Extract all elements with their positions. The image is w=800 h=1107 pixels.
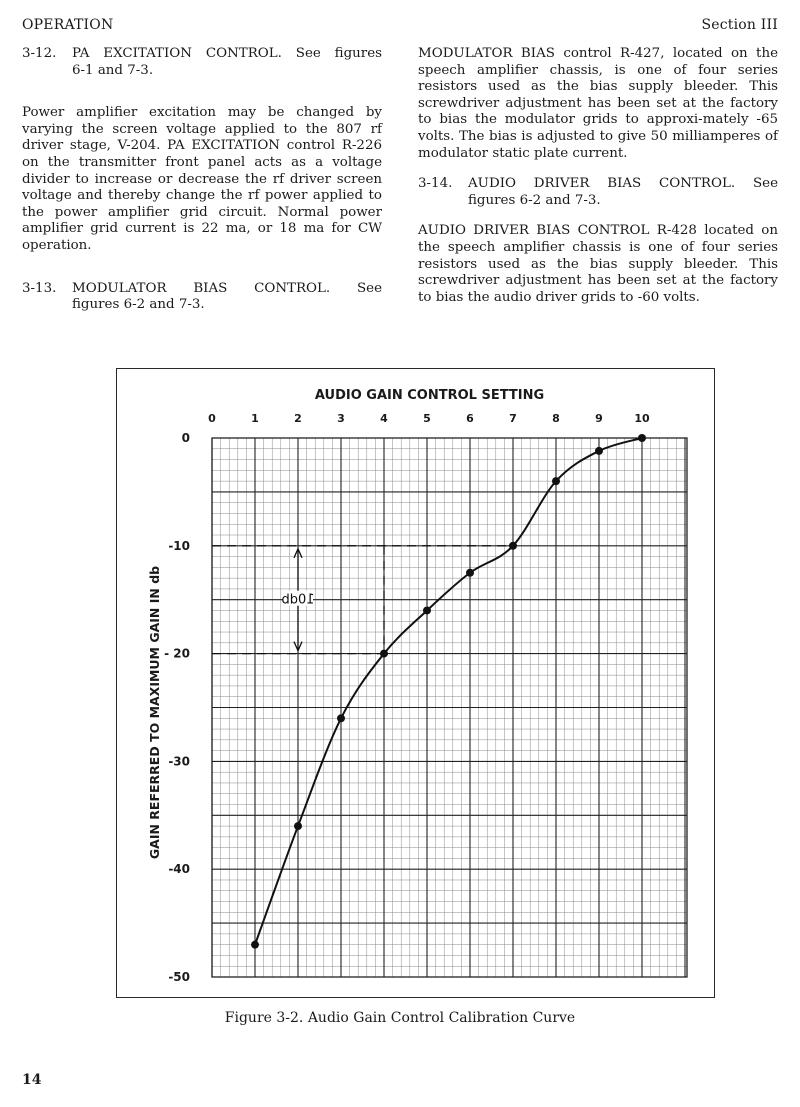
y-tick-label: -10 — [168, 538, 190, 553]
data-point-marker — [251, 941, 259, 949]
calibration-chart — [117, 369, 716, 999]
paragraph-modulator-bias: MODULATOR BIAS control R-427, located on the speech amplifier chassis, is one of four series resistors used as the bias supply bleeder. This screwdriver adjustment has been set at the factory to bias the modulator grids to approxi-mately -65 volts. The bias is adjusted to give 50 milliamperes of modulator static plate current. — [418, 46, 778, 161]
y-tick-label: -30 — [168, 754, 190, 769]
data-point-marker — [380, 650, 388, 658]
graph-paper-grid — [212, 438, 687, 977]
section-title-cont: 6-1 and 7-3. — [72, 62, 154, 78]
section-heading-3-13 — [22, 281, 382, 314]
x-tick-label: 8 — [552, 412, 560, 425]
figure-caption: Figure 3-2. Audio Gain Control Calibration Curve — [224, 1010, 576, 1026]
data-point-marker — [595, 447, 603, 455]
x-tick-label: 0 — [208, 412, 216, 425]
left-column — [22, 46, 382, 328]
page-number: 14 — [22, 1072, 42, 1088]
x-tick-label: 3 — [337, 412, 345, 425]
x-tick-label: 5 — [423, 412, 431, 425]
y-tick-label: 0 — [181, 431, 190, 445]
ten-db-label: 10db — [281, 592, 315, 608]
ten-db-double-arrow — [281, 549, 314, 651]
section-number: 3-13. — [22, 280, 57, 296]
data-point-marker — [294, 822, 302, 830]
section-title: PA EXCITATION CONTROL. See figures — [72, 46, 382, 61]
section-heading-3-14 — [418, 176, 778, 209]
y-tick-label: -40 — [168, 862, 190, 877]
x-tick-label: 1 — [251, 412, 259, 425]
x-tick-label: 2 — [294, 412, 302, 425]
data-point-marker — [423, 606, 431, 614]
paragraph-audio-driver-bias: AUDIO DRIVER BIAS CONTROL R-428 located on the speech amplifier chassis is one of four series resistors used as the bias supply bleeder. This screwdriver adjustment has been set at the factory to bias the audio driver grids to -60 volts. — [418, 223, 778, 305]
x-tick-label: 6 — [466, 412, 474, 425]
x-tick-label: 10 — [634, 412, 650, 425]
section-title: MODULATOR BIAS CONTROL. See — [72, 280, 382, 296]
data-point-marker — [552, 477, 560, 485]
section-heading-3-12 — [22, 46, 382, 79]
section-number: 3-12. — [22, 46, 57, 61]
right-column — [418, 46, 778, 320]
x-tick-label: 7 — [509, 412, 517, 425]
y-axis-title: GAIN REFERRED TO MAXIMUM GAIN IN db — [147, 565, 162, 860]
x-axis-title: AUDIO GAIN CONTROL SETTING — [314, 388, 545, 403]
data-point-marker — [638, 434, 646, 442]
section-title-cont: figures 6-2 and 7-3. — [72, 297, 205, 313]
section-number: 3-14. — [418, 176, 453, 192]
running-header-left: OPERATION — [22, 17, 114, 33]
data-point-marker — [337, 714, 345, 722]
section-title-cont: figures 6-2 and 7-3. — [468, 192, 601, 208]
running-header-right: Section III — [701, 17, 778, 33]
paragraph-pa-excitation: Power amplifier excitation may be changed by varying the screen voltage applied to the 807 rf driver stage, V-204. PA EXCITATION control R-226 on the transmitter front panel acts as a voltage divider to increase or decrease the rf driver screen voltage and thereby change the rf power applied to the power amplifier grid circuit. Normal power amplifier grid current is 22 ma, or 18 ma for CW operation. — [22, 105, 382, 253]
section-title: AUDIO DRIVER BIAS CONTROL. See — [468, 176, 778, 192]
figure-frame — [116, 368, 715, 998]
y-tick-label: - 20 — [164, 646, 190, 661]
data-point-marker — [509, 542, 517, 550]
x-tick-label: 4 — [380, 412, 388, 425]
y-tick-label: -50 — [168, 970, 190, 984]
x-tick-label: 9 — [595, 412, 603, 425]
data-point-marker — [466, 569, 474, 577]
